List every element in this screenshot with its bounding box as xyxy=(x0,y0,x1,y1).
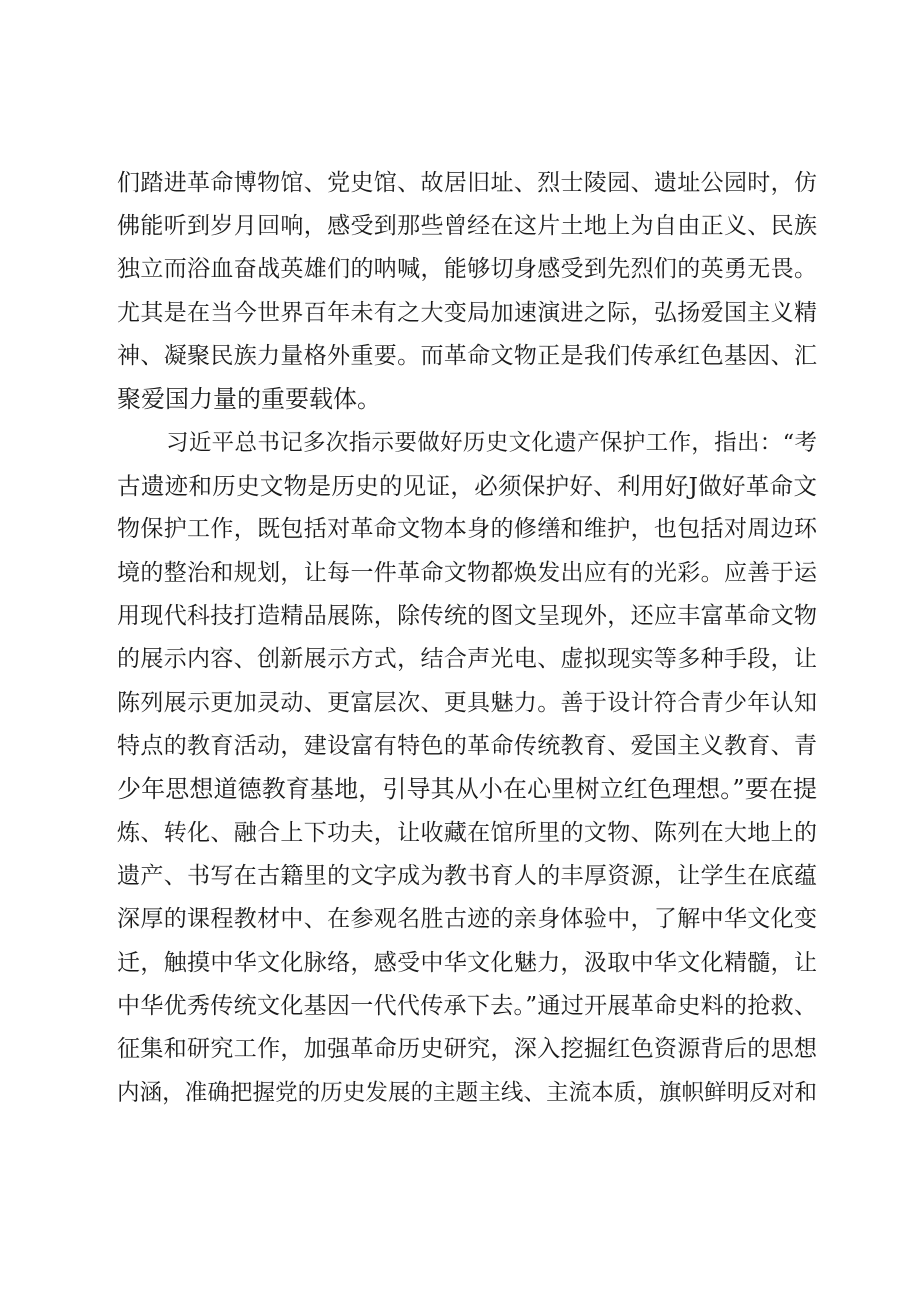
text-line-9: 物保护工作，既包括对革命文物本身的修缮和维护，也包括对周边环 xyxy=(117,516,817,542)
text-line-11: 用现代科技打造精品展陈，除传统的图文呈现外，还应丰富革命文物 xyxy=(117,603,817,629)
text-line-15: 少年思想道德教育基地，引导其从小在心里树立红色理想。”要在提 xyxy=(117,775,817,803)
text-line-6: 聚爱国力量的重要载体。 xyxy=(117,385,381,413)
text-line-7: 习近平总书记多次指示要做好历史文化遗产保护工作，指出：“考 xyxy=(166,430,817,456)
text-line-16: 炼、转化、融合上下功夫，让收藏在馆所里的文物、陈列在大地上的 xyxy=(117,820,817,846)
text-line-19: 迁，触摸中华文化脉络，感受中华文化魅力，汲取中华文化精髓，让 xyxy=(117,950,817,976)
text-line-12: 的展示内容、创新展示方式，结合声光电、虚拟现实等多种手段，让 xyxy=(117,646,817,672)
text-line-2: 佛能听到岁月回响，感受到那些曾经在这片土地上为自由正义、民族 xyxy=(117,213,817,239)
text-line-14: 特点的教育活动，建设富有特色的革命传统教育、爱国主义教育、青 xyxy=(117,733,817,759)
text-line-8: 古遗迹和历史文物是历史的见证，必须保护好、利用好J做好革命文 xyxy=(117,472,817,500)
text-line-10: 境的整治和规划，让每一件革命文物都焕发出应有的光彩。应善于运 xyxy=(117,560,817,586)
text-line-22: 内涵，准确把握党的历史发展的主题主线、主流本质，旗帜鲜明反对和 xyxy=(117,1080,817,1106)
text-line-4: 尤其是在当今世界百年未有之大变局加速演进之际，弘扬爱国主义精 xyxy=(117,300,817,326)
text-line-18: 深厚的课程教材中、在参观名胜古迹的亲身体验中，了解中华文化变 xyxy=(117,906,817,932)
text-line-13: 陈列展示更加灵动、更富层次、更具魅力。善于设计符合青少年认知 xyxy=(117,690,817,716)
text-line-21: 征集和研究工作，加强革命历史研究，深入挖掘红色资源背后的思想 xyxy=(117,1036,817,1062)
text-line-3: 独立而浴血奋战英雄们的呐喊，能够切身感受到先烈们的英勇无畏。 xyxy=(117,256,817,282)
text-line-17: 遗产、书写在古籍里的文字成为教书育人的丰厚资源，让学生在底蕴 xyxy=(117,863,817,889)
text-line-1: 们踏进革命博物馆、党史馆、故居旧址、烈士陵园、遗址公园时，仿 xyxy=(117,170,817,196)
text-line-5: 神、凝聚民族力量格外重要。而革命文物正是我们传承红色基因、汇 xyxy=(117,343,817,369)
text-line-20: 中华优秀传统文化基因一代代传承下去。”通过开展革命史料的抢救、 xyxy=(117,993,817,1019)
